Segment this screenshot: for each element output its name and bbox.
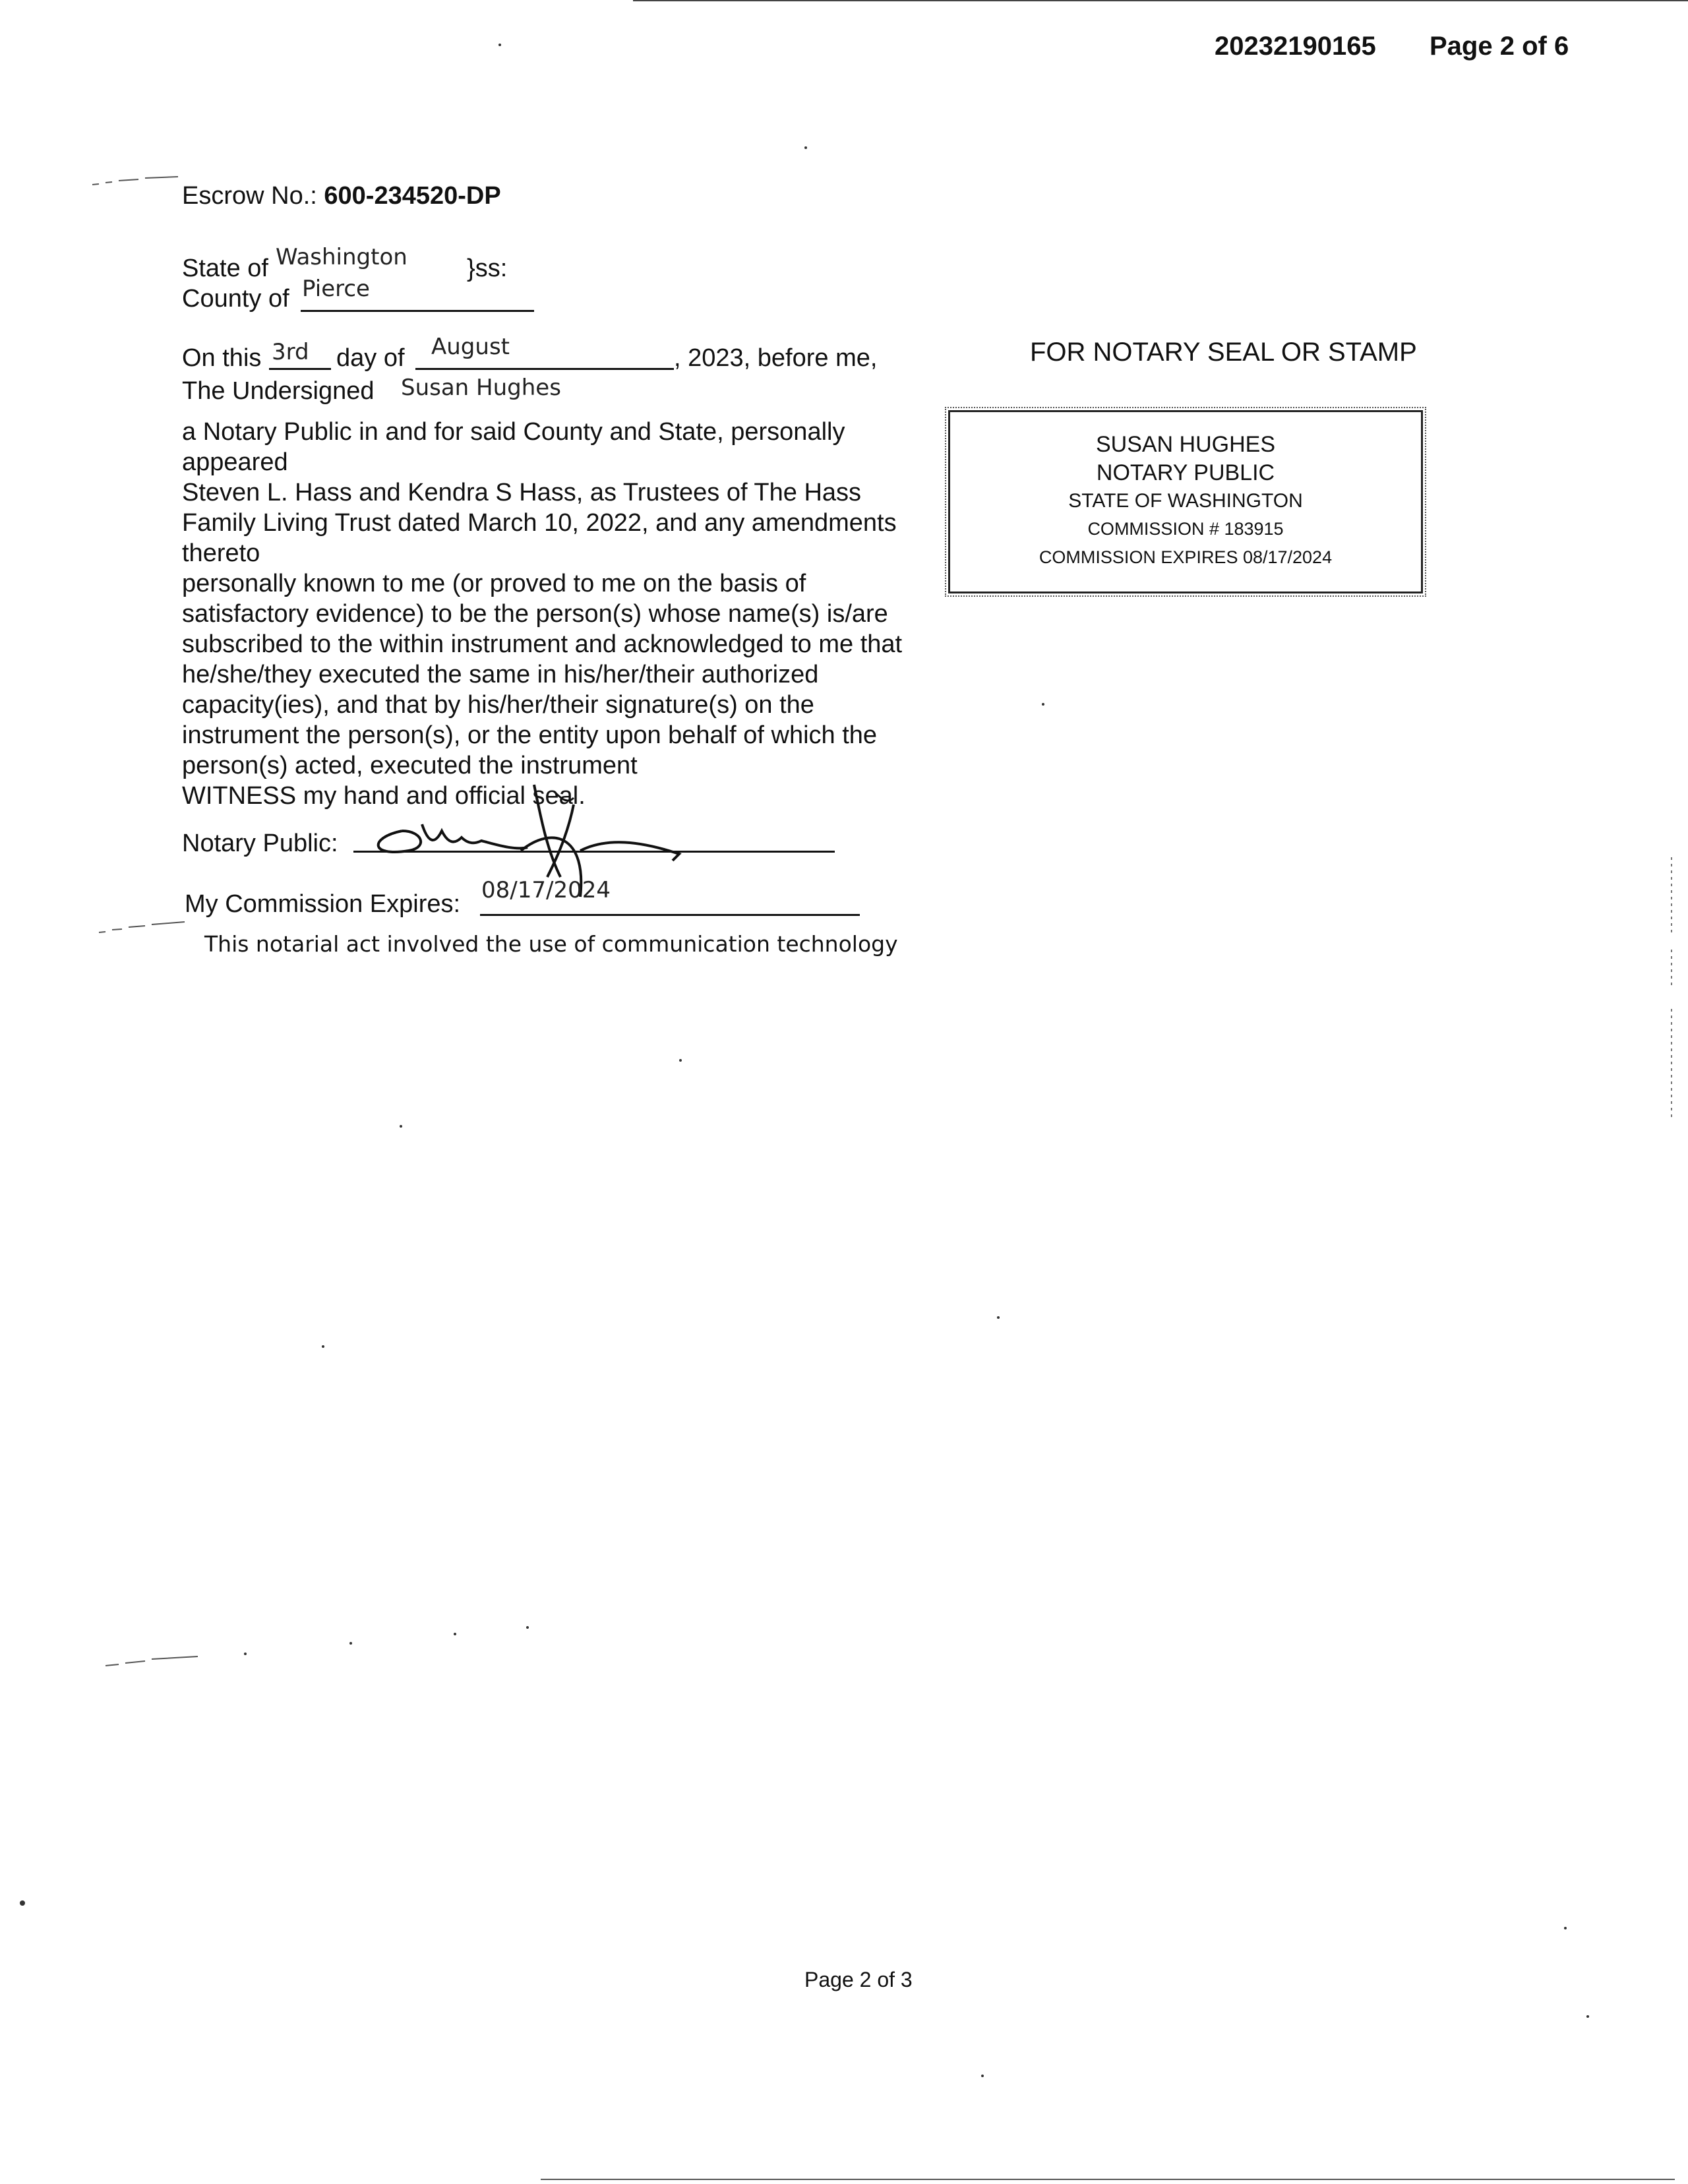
stamp-commission: COMMISSION # 183915 [1087, 519, 1284, 539]
ss-mark: }ss: [467, 255, 508, 282]
scan-dashes [106, 1651, 204, 1671]
scan-speck [498, 44, 501, 46]
scan-speck [679, 1059, 682, 1062]
day-of-label: day of [336, 344, 405, 372]
scan-edge-marks [1668, 857, 1675, 1121]
body-line: appeared [182, 448, 288, 476]
year-text: , 2023, before me, [674, 344, 878, 372]
escrow-number: 600-234520-DP [324, 182, 501, 210]
stamp-title: NOTARY PUBLIC [1096, 460, 1275, 485]
state-label: State of [182, 255, 268, 282]
on-this-label: On this [182, 344, 262, 372]
scan-speck [804, 146, 807, 149]
state-value: Washington [276, 244, 407, 270]
commission-value: 08/17/2024 [481, 877, 611, 903]
body-line: subscribed to the within instrument and acknowledged to me that [182, 630, 903, 658]
stamp-name: SUSAN HUGHES [1095, 432, 1276, 457]
stamp-state: STATE OF WASHINGTON [1068, 490, 1303, 512]
body-line: personally known to me (or proved to me on the basis of [182, 570, 806, 597]
stamp-expires: COMMISSION EXPIRES 08/17/2024 [1039, 547, 1333, 567]
footer-page-label: Page 2 of 3 [804, 1968, 913, 1991]
month-value: August [431, 334, 510, 360]
body-line: WITNESS my hand and official seal. [182, 782, 586, 810]
body-line: thereto [182, 539, 260, 567]
body-line: he/she/they executed the same in his/her/their authorized [182, 661, 819, 688]
header-page-label: Page 2 of 6 [1430, 32, 1569, 61]
seal-heading: FOR NOTARY SEAL OR STAMP [1030, 338, 1417, 367]
notary-name: Susan Hughes [401, 375, 561, 401]
county-underline [301, 310, 534, 312]
scan-speck [1564, 1927, 1567, 1929]
scan-speck [526, 1626, 529, 1629]
undersigned-label: The Undersigned [182, 377, 375, 405]
body-line: satisfactory evidence) to be the person(s) whose name(s) is/are [182, 600, 888, 628]
scan-speck [322, 1345, 324, 1348]
county-value: Pierce [302, 276, 370, 302]
recording-number: 20232190165 [1215, 32, 1376, 61]
acknowledgment-body [182, 417, 947, 811]
escrow-label: Escrow No.: [182, 182, 317, 210]
scan-speck [1586, 2015, 1589, 2018]
scan-speck [20, 1900, 25, 1906]
scan-speck [244, 1653, 247, 1655]
commission-underline [480, 914, 860, 916]
scan-dashes [92, 171, 185, 191]
scan-speck [981, 2075, 984, 2077]
day-underline [269, 368, 331, 370]
communication-technology-note: This notarial act involved the use of communication technology [204, 931, 898, 957]
scan-edge-top [633, 0, 1688, 1]
scan-speck [1042, 703, 1044, 706]
scan-speck [349, 1642, 352, 1645]
scan-speck [997, 1316, 1000, 1319]
scan-speck [454, 1633, 456, 1635]
notary-stamp [948, 410, 1423, 593]
county-label: County of [182, 285, 289, 313]
body-line: a Notary Public in and for said County and State, personally [182, 418, 845, 446]
scan-dashes [99, 918, 191, 938]
scan-edge-bottom [541, 2179, 1675, 2180]
body-line: capacity(ies), and that by his/her/their signature(s) on the [182, 691, 814, 719]
body-line: instrument the person(s), or the entity upon behalf of which the [182, 721, 878, 749]
commission-label: My Commission Expires: [185, 890, 461, 918]
body-line: Family Living Trust dated March 10, 2022, and any amendments [182, 509, 897, 537]
notary-public-label: Notary Public: [182, 830, 338, 857]
body-line: Steven L. Hass and Kendra S Hass, as Trustees of The Hass [182, 479, 862, 506]
month-underline [415, 368, 674, 370]
body-line: person(s) acted, executed the instrument [182, 752, 638, 779]
day-value: 3rd [272, 339, 309, 365]
scan-speck [400, 1125, 402, 1128]
escrow-line [182, 182, 501, 210]
